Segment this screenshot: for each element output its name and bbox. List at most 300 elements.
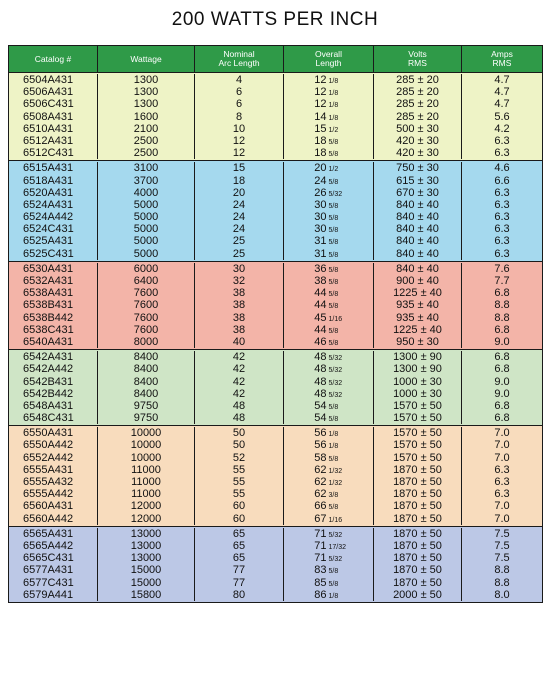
cell-catalog: 6550A431 bbox=[9, 427, 98, 439]
cell-volts: 420 ± 30 bbox=[374, 147, 462, 159]
cell-wattage: 7600 bbox=[98, 299, 195, 311]
cell-wattage: 9750 bbox=[98, 412, 195, 424]
length-whole: 54 bbox=[314, 412, 327, 425]
cell-wattage: 2500 bbox=[98, 135, 195, 147]
cell-arc-length: 52 bbox=[195, 452, 284, 464]
length-fraction: 5/32 bbox=[328, 190, 343, 198]
table-row bbox=[9, 513, 542, 525]
length-fraction: 1/32 bbox=[328, 467, 343, 475]
cell-wattage: 3100 bbox=[98, 162, 195, 174]
cell-arc-length: 20 bbox=[195, 187, 284, 199]
cell-overall-length bbox=[284, 513, 374, 525]
cell-arc-length: 38 bbox=[195, 312, 284, 324]
table-row bbox=[9, 336, 542, 348]
cell-wattage: 5000 bbox=[98, 199, 195, 211]
cell-overall-length bbox=[284, 135, 374, 147]
length-fraction: 5/32 bbox=[328, 367, 343, 375]
cell-amps: 4.7 bbox=[494, 74, 510, 86]
length-whole: 44 bbox=[314, 323, 327, 336]
length-whole: 20 bbox=[314, 162, 327, 175]
length-fraction: 5/8 bbox=[328, 403, 339, 411]
cell-arc-length: 8 bbox=[195, 111, 284, 123]
table-row bbox=[9, 564, 542, 576]
length-fraction: 5/8 bbox=[328, 568, 339, 576]
cell-arc-length: 50 bbox=[195, 427, 284, 439]
length-fraction: 1/32 bbox=[328, 480, 343, 487]
cell-overall-length bbox=[284, 552, 374, 564]
length-whole: 56 bbox=[314, 427, 327, 440]
cell-arc-length: 60 bbox=[195, 500, 284, 512]
cell-overall-length bbox=[284, 439, 374, 451]
cell-catalog: 6540A431 bbox=[9, 336, 98, 348]
cell-amps: 6.8 bbox=[494, 412, 510, 425]
cell-amps: 6.3 bbox=[494, 198, 510, 211]
length-whole: 26 bbox=[314, 186, 327, 199]
cell-arc-length: 80 bbox=[195, 589, 284, 601]
table-row bbox=[9, 275, 542, 287]
cell-volts: 1870 ± 50 bbox=[374, 564, 462, 576]
cell-arc-length: 30 bbox=[195, 263, 284, 275]
header-catalog: Catalog # bbox=[9, 46, 98, 72]
table-row bbox=[9, 589, 542, 601]
cell-wattage: 8400 bbox=[98, 376, 195, 388]
cell-amps: 7.6 bbox=[494, 262, 510, 275]
table-row bbox=[9, 388, 542, 400]
length-fraction: 1/16 bbox=[328, 315, 343, 323]
length-whole: 12 bbox=[314, 74, 327, 86]
length-fraction: 5/8 bbox=[328, 151, 339, 159]
cell-arc-length: 77 bbox=[195, 577, 284, 589]
cell-volts: 670 ± 30 bbox=[374, 187, 462, 199]
cell-catalog: 6515A431 bbox=[9, 162, 98, 174]
cell-arc-length: 12 bbox=[195, 147, 284, 159]
cell-catalog: 6512A431 bbox=[9, 135, 98, 147]
table-row bbox=[9, 452, 542, 464]
page-title: 200 WATTS PER INCH bbox=[171, 9, 379, 30]
cell-amps: 6.3 bbox=[494, 147, 510, 160]
cell-catalog: 6538C431 bbox=[9, 324, 98, 336]
cell-overall-length bbox=[284, 86, 374, 98]
length-whole: 71 bbox=[314, 539, 327, 552]
length-fraction: 5/32 bbox=[328, 379, 343, 387]
header-len-line2: Length bbox=[315, 58, 342, 68]
cell-amps: 6.8 bbox=[494, 351, 510, 364]
cell-volts: 1870 ± 50 bbox=[374, 552, 462, 564]
length-whole: 46 bbox=[314, 335, 327, 348]
length-whole: 14 bbox=[314, 110, 327, 123]
cell-amps: 8.8 bbox=[494, 576, 510, 589]
length-whole: 18 bbox=[314, 147, 327, 160]
length-fraction: 5/8 bbox=[328, 303, 339, 311]
table-row bbox=[9, 287, 542, 299]
cell-overall-length bbox=[284, 275, 374, 287]
table-row bbox=[9, 248, 542, 260]
table-row bbox=[9, 312, 542, 324]
cell-wattage: 5000 bbox=[98, 223, 195, 235]
cell-wattage: 13000 bbox=[98, 540, 195, 552]
cell-catalog: 6560A442 bbox=[9, 513, 98, 525]
cell-overall-length bbox=[284, 452, 374, 464]
cell-volts: 1870 ± 50 bbox=[374, 577, 462, 589]
length-fraction: 5/8 bbox=[328, 279, 339, 286]
cell-overall-length bbox=[284, 564, 374, 576]
header-amps bbox=[462, 46, 542, 72]
cell-arc-length: 55 bbox=[195, 476, 284, 488]
cell-arc-length: 65 bbox=[195, 552, 284, 564]
cell-amps: 6.8 bbox=[494, 287, 510, 300]
table-body bbox=[9, 73, 542, 602]
cell-wattage: 8400 bbox=[98, 363, 195, 375]
cell-overall-length bbox=[284, 376, 374, 388]
cell-wattage: 12000 bbox=[98, 513, 195, 525]
length-whole: 12 bbox=[314, 86, 327, 99]
cell-catalog: 6512C431 bbox=[9, 147, 98, 159]
length-whole: 15 bbox=[314, 122, 327, 135]
cell-overall-length bbox=[284, 427, 374, 439]
cell-wattage: 15800 bbox=[98, 589, 195, 601]
cell-amps: 6.3 bbox=[494, 463, 510, 476]
cell-volts: 285 ± 20 bbox=[374, 74, 462, 86]
cell-volts: 1870 ± 50 bbox=[374, 476, 462, 488]
length-fraction: 1/8 bbox=[328, 114, 339, 122]
cell-arc-length: 38 bbox=[195, 324, 284, 336]
table-row bbox=[9, 98, 542, 110]
cell-catalog: 6555A431 bbox=[9, 464, 98, 476]
table-row bbox=[9, 488, 542, 500]
length-fraction: 5/8 bbox=[328, 339, 339, 347]
length-fraction: 1/8 bbox=[328, 78, 339, 85]
cell-overall-length bbox=[284, 248, 374, 260]
cell-volts: 1225 ± 40 bbox=[374, 324, 462, 336]
table-row bbox=[9, 299, 542, 311]
cell-arc-length: 42 bbox=[195, 388, 284, 400]
length-whole: 48 bbox=[314, 387, 327, 400]
cell-arc-length: 55 bbox=[195, 488, 284, 500]
length-fraction: 5/32 bbox=[328, 391, 343, 399]
cell-catalog: 6506C431 bbox=[9, 98, 98, 110]
cell-volts: 950 ± 30 bbox=[374, 336, 462, 348]
cell-amps: 6.3 bbox=[494, 134, 510, 147]
cell-arc-length: 12 bbox=[195, 135, 284, 147]
cell-overall-length bbox=[284, 351, 374, 363]
header-volt-line1: Volts bbox=[408, 49, 427, 59]
length-whole: 44 bbox=[314, 299, 327, 312]
length-whole: 30 bbox=[314, 198, 327, 211]
cell-volts: 840 ± 40 bbox=[374, 223, 462, 235]
cell-catalog: 6550A442 bbox=[9, 439, 98, 451]
cell-amps: 6.8 bbox=[494, 323, 510, 336]
cell-catalog: 6542B431 bbox=[9, 376, 98, 388]
cell-wattage: 1300 bbox=[98, 98, 195, 110]
length-whole: 44 bbox=[314, 287, 327, 300]
cell-amps: 6.6 bbox=[494, 174, 510, 187]
cell-arc-length: 77 bbox=[195, 564, 284, 576]
length-fraction: 1/8 bbox=[328, 102, 339, 110]
table-row bbox=[9, 476, 542, 488]
length-fraction: 5/8 bbox=[328, 178, 339, 186]
length-whole: 66 bbox=[314, 500, 327, 513]
cell-amps: 7.0 bbox=[494, 512, 510, 525]
table-row bbox=[9, 111, 542, 123]
length-fraction: 5/8 bbox=[328, 291, 339, 299]
table-row bbox=[9, 86, 542, 98]
cell-catalog: 6565A431 bbox=[9, 528, 98, 540]
cell-arc-length: 6 bbox=[195, 98, 284, 110]
length-whole: 58 bbox=[314, 451, 327, 464]
table-row bbox=[9, 528, 542, 540]
cell-wattage: 11000 bbox=[98, 476, 195, 488]
length-fraction: 1/8 bbox=[328, 90, 339, 98]
cell-wattage: 13000 bbox=[98, 552, 195, 564]
cell-amps: 4.7 bbox=[494, 98, 510, 111]
cell-wattage: 11000 bbox=[98, 488, 195, 500]
cell-amps: 7.0 bbox=[494, 500, 510, 513]
cell-catalog: 6548A431 bbox=[9, 400, 98, 412]
cell-arc-length: 18 bbox=[195, 175, 284, 187]
length-fraction: 5/8 bbox=[328, 504, 339, 512]
header-arc-line1: Nominal bbox=[223, 49, 255, 59]
cell-wattage: 13000 bbox=[98, 528, 195, 540]
cell-arc-length: 42 bbox=[195, 376, 284, 388]
cell-volts: 285 ± 20 bbox=[374, 111, 462, 123]
length-whole: 71 bbox=[314, 527, 327, 540]
cell-volts: 935 ± 40 bbox=[374, 299, 462, 311]
header-volts bbox=[374, 46, 462, 72]
cell-overall-length bbox=[284, 211, 374, 223]
length-whole: 85 bbox=[314, 576, 327, 589]
cell-wattage: 9750 bbox=[98, 400, 195, 412]
cell-volts: 1570 ± 50 bbox=[374, 439, 462, 451]
cell-amps: 7.5 bbox=[494, 539, 510, 552]
table-row bbox=[9, 187, 542, 199]
cell-volts: 285 ± 20 bbox=[374, 98, 462, 110]
cell-overall-length bbox=[284, 263, 374, 275]
cell-amps: 7.5 bbox=[494, 527, 510, 540]
cell-volts: 1570 ± 50 bbox=[374, 452, 462, 464]
length-fraction: 1/8 bbox=[328, 592, 339, 600]
cell-volts: 750 ± 30 bbox=[374, 162, 462, 174]
table-row bbox=[9, 464, 542, 476]
length-whole: 12 bbox=[314, 98, 327, 111]
cell-amps: 9.0 bbox=[494, 387, 510, 400]
length-fraction: 5/8 bbox=[328, 138, 339, 146]
length-fraction: 5/8 bbox=[328, 266, 339, 274]
cell-overall-length bbox=[284, 175, 374, 187]
length-whole: 71 bbox=[314, 552, 327, 565]
table-row bbox=[9, 135, 542, 147]
cell-amps: 7.0 bbox=[494, 427, 510, 440]
cell-wattage: 2500 bbox=[98, 147, 195, 159]
cell-catalog: 6555A432 bbox=[9, 476, 98, 488]
cell-arc-length: 42 bbox=[195, 351, 284, 363]
cell-wattage: 15000 bbox=[98, 564, 195, 576]
table-row bbox=[9, 235, 542, 247]
cell-wattage: 2100 bbox=[98, 123, 195, 135]
cell-catalog: 6524A442 bbox=[9, 211, 98, 223]
cell-overall-length bbox=[284, 74, 374, 86]
length-fraction: 5/8 bbox=[328, 580, 339, 588]
table-row bbox=[9, 351, 542, 363]
length-whole: 62 bbox=[314, 488, 327, 501]
cell-overall-length bbox=[284, 336, 374, 348]
table-row bbox=[9, 324, 542, 336]
cell-catalog: 6518A431 bbox=[9, 175, 98, 187]
cell-catalog: 6524C431 bbox=[9, 223, 98, 235]
length-fraction: 5/8 bbox=[328, 239, 339, 247]
cell-overall-length bbox=[284, 123, 374, 135]
cell-arc-length: 15 bbox=[195, 162, 284, 174]
cell-arc-length: 10 bbox=[195, 123, 284, 135]
table-row bbox=[9, 223, 542, 235]
cell-volts: 840 ± 40 bbox=[374, 199, 462, 211]
row-group bbox=[9, 350, 542, 426]
table-row bbox=[9, 439, 542, 451]
cell-arc-length: 24 bbox=[195, 211, 284, 223]
table-row bbox=[9, 263, 542, 275]
cell-amps: 6.3 bbox=[494, 186, 510, 199]
length-fraction: 1/16 bbox=[328, 516, 343, 524]
cell-amps: 5.6 bbox=[494, 110, 510, 123]
length-whole: 38 bbox=[314, 275, 327, 287]
length-fraction: 5/32 bbox=[328, 355, 343, 363]
cell-arc-length: 25 bbox=[195, 248, 284, 260]
cell-wattage: 1300 bbox=[98, 74, 195, 86]
cell-wattage: 10000 bbox=[98, 427, 195, 439]
cell-catalog: 6579A441 bbox=[9, 589, 98, 601]
table-header bbox=[9, 46, 542, 73]
cell-amps: 6.3 bbox=[494, 247, 510, 260]
length-fraction: 5/8 bbox=[328, 227, 339, 235]
cell-volts: 1870 ± 50 bbox=[374, 513, 462, 525]
cell-arc-length: 48 bbox=[195, 400, 284, 412]
cell-wattage: 7600 bbox=[98, 312, 195, 324]
length-whole: 18 bbox=[314, 134, 327, 147]
cell-volts: 1300 ± 90 bbox=[374, 363, 462, 375]
cell-arc-length: 25 bbox=[195, 235, 284, 247]
cell-overall-length bbox=[284, 476, 374, 488]
table-row bbox=[9, 211, 542, 223]
cell-overall-length bbox=[284, 500, 374, 512]
row-group bbox=[9, 527, 542, 602]
cell-volts: 840 ± 40 bbox=[374, 248, 462, 260]
cell-overall-length bbox=[284, 577, 374, 589]
cell-arc-length: 65 bbox=[195, 528, 284, 540]
cell-overall-length bbox=[284, 388, 374, 400]
table-row bbox=[9, 199, 542, 211]
cell-amps: 6.8 bbox=[494, 363, 510, 376]
cell-catalog: 6510A431 bbox=[9, 123, 98, 135]
cell-overall-length bbox=[284, 400, 374, 412]
cell-catalog: 6565A442 bbox=[9, 540, 98, 552]
length-fraction: 5/8 bbox=[328, 215, 339, 223]
cell-overall-length bbox=[284, 111, 374, 123]
cell-amps: 7.7 bbox=[494, 275, 510, 287]
cell-catalog: 6577C431 bbox=[9, 577, 98, 589]
cell-amps: 6.3 bbox=[494, 211, 510, 224]
cell-amps: 7.0 bbox=[494, 439, 510, 452]
cell-amps: 6.3 bbox=[494, 476, 510, 488]
cell-catalog: 6555A442 bbox=[9, 488, 98, 500]
cell-amps: 8.8 bbox=[494, 564, 510, 577]
cell-overall-length bbox=[284, 540, 374, 552]
cell-overall-length bbox=[284, 147, 374, 159]
length-whole: 56 bbox=[314, 439, 327, 452]
row-group bbox=[9, 73, 542, 161]
length-whole: 62 bbox=[314, 463, 327, 476]
table-row bbox=[9, 123, 542, 135]
cell-overall-length bbox=[284, 98, 374, 110]
cell-wattage: 8400 bbox=[98, 388, 195, 400]
length-fraction: 1/8 bbox=[328, 443, 339, 451]
cell-amps: 8.8 bbox=[494, 311, 510, 324]
row-group bbox=[9, 161, 542, 262]
cell-arc-length: 24 bbox=[195, 223, 284, 235]
length-whole: 62 bbox=[314, 476, 327, 488]
cell-arc-length: 38 bbox=[195, 287, 284, 299]
cell-volts: 1000 ± 30 bbox=[374, 388, 462, 400]
cell-arc-length: 42 bbox=[195, 363, 284, 375]
cell-arc-length: 38 bbox=[195, 299, 284, 311]
cell-amps: 4.6 bbox=[494, 162, 510, 175]
cell-volts: 1300 ± 90 bbox=[374, 351, 462, 363]
length-fraction: 5/8 bbox=[328, 202, 339, 210]
cell-volts: 900 ± 40 bbox=[374, 275, 462, 287]
table-row bbox=[9, 400, 542, 412]
spec-table bbox=[8, 45, 543, 603]
cell-catalog: 6506A431 bbox=[9, 86, 98, 98]
length-fraction: 5/8 bbox=[328, 455, 339, 463]
cell-catalog: 6504A431 bbox=[9, 74, 98, 86]
cell-catalog: 6538A431 bbox=[9, 287, 98, 299]
table-row bbox=[9, 552, 542, 564]
table-row bbox=[9, 427, 542, 439]
cell-volts: 1870 ± 50 bbox=[374, 540, 462, 552]
cell-volts: 1870 ± 50 bbox=[374, 500, 462, 512]
cell-overall-length bbox=[284, 312, 374, 324]
cell-catalog: 6542B442 bbox=[9, 388, 98, 400]
cell-catalog: 6538B431 bbox=[9, 299, 98, 311]
cell-amps: 6.3 bbox=[494, 488, 510, 501]
length-whole: 45 bbox=[314, 311, 327, 324]
cell-arc-length: 40 bbox=[195, 336, 284, 348]
cell-wattage: 5000 bbox=[98, 248, 195, 260]
length-whole: 67 bbox=[314, 512, 327, 525]
cell-wattage: 5000 bbox=[98, 235, 195, 247]
length-whole: 31 bbox=[314, 247, 327, 260]
cell-catalog: 6525A431 bbox=[9, 235, 98, 247]
table-row bbox=[9, 376, 542, 388]
cell-catalog: 6532A431 bbox=[9, 275, 98, 287]
length-fraction: 1/2 bbox=[328, 166, 339, 174]
cell-amps: 8.8 bbox=[494, 299, 510, 312]
cell-overall-length bbox=[284, 488, 374, 500]
cell-overall-length bbox=[284, 235, 374, 247]
cell-wattage: 15000 bbox=[98, 577, 195, 589]
header-volt-line2: RMS bbox=[408, 58, 427, 68]
cell-wattage: 6000 bbox=[98, 263, 195, 275]
cell-wattage: 10000 bbox=[98, 439, 195, 451]
row-group bbox=[9, 262, 542, 350]
cell-wattage: 11000 bbox=[98, 464, 195, 476]
length-whole: 86 bbox=[314, 588, 327, 601]
header-wattage: Wattage bbox=[98, 46, 195, 72]
header-overall-length bbox=[284, 46, 374, 72]
cell-volts: 1570 ± 50 bbox=[374, 412, 462, 424]
cell-overall-length bbox=[284, 412, 374, 424]
cell-wattage: 6400 bbox=[98, 275, 195, 287]
length-whole: 48 bbox=[314, 375, 327, 388]
length-whole: 48 bbox=[314, 351, 327, 364]
